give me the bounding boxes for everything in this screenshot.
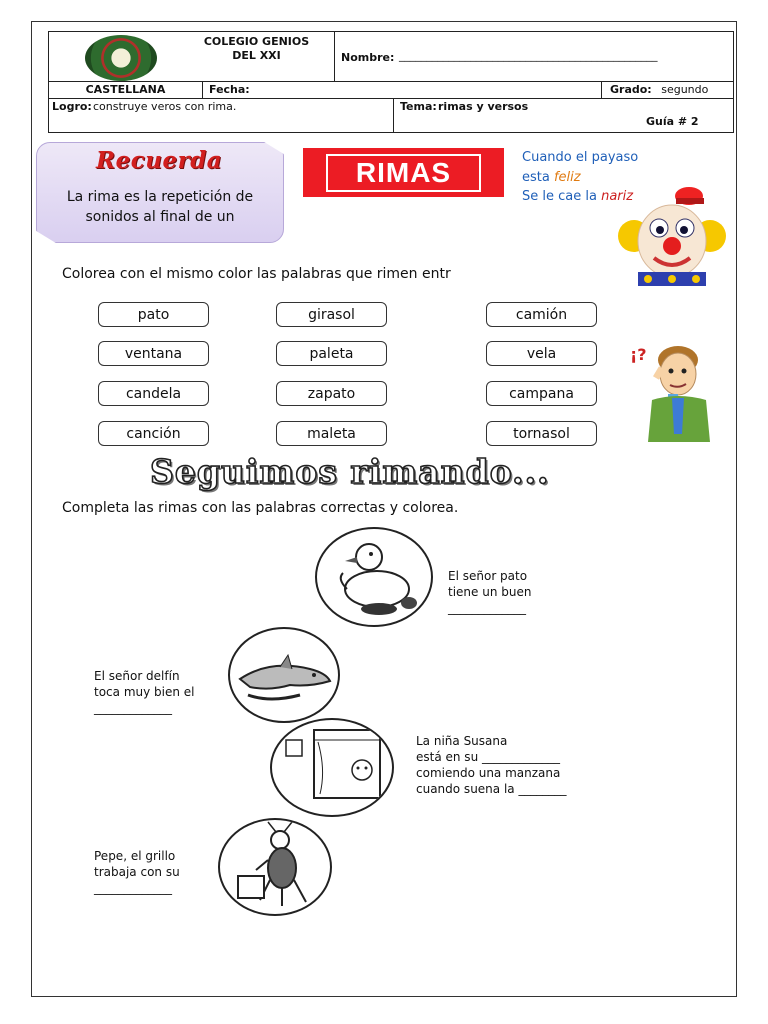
rhyme-3: La niña Susana está en su _____________ comiendo una manzana cuando suena la ________ <box>416 734 567 796</box>
instruction-complete: Completa las rimas con las palabras correctas y colorea. <box>62 500 459 516</box>
tema-label: Tema: <box>400 100 437 113</box>
rimas-banner-text: RIMAS <box>326 154 481 192</box>
clown-icon <box>614 186 730 286</box>
cricket-icon <box>220 820 330 914</box>
word-box[interactable]: ventana <box>98 341 209 366</box>
verse-line-2: esta feliz <box>522 170 581 185</box>
blank-line[interactable]: _____________ <box>448 601 526 615</box>
word-box[interactable]: campana <box>486 381 597 406</box>
word-box[interactable]: camión <box>486 302 597 327</box>
word-box[interactable]: maleta <box>276 421 387 446</box>
tema-cell <box>393 98 734 133</box>
tema-value: rimas y versos <box>438 100 529 113</box>
subject-cell <box>48 81 203 99</box>
word-box[interactable]: girasol <box>276 302 387 327</box>
word-box[interactable]: tornasol <box>486 421 597 446</box>
dolphin-icon <box>230 629 338 721</box>
instruction-color: Colorea con el mismo color las palabras que rimen entr <box>62 266 451 282</box>
girl-window-icon <box>272 720 392 815</box>
fecha-label: Fecha: <box>209 83 250 96</box>
window-circle <box>270 718 394 817</box>
word-box[interactable]: canción <box>98 421 209 446</box>
thinking-boy-icon <box>628 338 722 444</box>
subject-label: CASTELLANA <box>85 83 166 96</box>
blank-line[interactable]: _____________ <box>94 701 172 715</box>
rhyme-4: Pepe, el grillo trabaja con su _____________ <box>94 849 180 895</box>
grade-cell <box>601 81 734 99</box>
guia-label: Guía # 2 <box>646 115 699 128</box>
logro-label: Logro: <box>52 100 92 113</box>
svg-text:¡?: ¡? <box>630 345 647 364</box>
rhyme-1: El señor pato tiene un buen _____________ <box>448 569 532 615</box>
rimas-banner <box>303 148 504 197</box>
verse-line-3: Se le cae la nariz <box>522 189 634 204</box>
verse-line-1: Cuando el payaso <box>522 150 639 165</box>
word-box[interactable]: zapato <box>276 381 387 406</box>
grado-label: Grado: <box>610 83 652 96</box>
recuerda-title: Recuerda <box>96 147 223 174</box>
word-box[interactable]: paleta <box>276 341 387 366</box>
rhyme-2: El señor delfín toca muy bien el _____________ <box>94 669 195 715</box>
blank-line[interactable]: _____________ <box>94 881 172 895</box>
logro-value: construye veros con rima. <box>93 100 237 113</box>
nombre-label: Nombre: <box>341 51 395 64</box>
school-cell <box>48 31 335 82</box>
header-table <box>48 31 734 133</box>
school-logo <box>85 35 157 81</box>
grillo-circle <box>218 818 332 916</box>
dolphin-circle <box>228 627 340 723</box>
duck-icon <box>317 529 431 625</box>
word-box[interactable]: pato <box>98 302 209 327</box>
word-box[interactable]: vela <box>486 341 597 366</box>
duck-circle <box>315 527 433 627</box>
grado-value: segundo <box>661 83 709 96</box>
date-cell[interactable] <box>202 81 602 99</box>
nombre-line: _______________________________________________ <box>399 49 658 62</box>
word-box[interactable]: candela <box>98 381 209 406</box>
school-name: COLEGIO GENIOS DEL XXI <box>203 35 310 62</box>
name-cell[interactable] <box>334 31 734 82</box>
logro-cell <box>48 98 394 133</box>
recuerda-text: La rima es la repetición de sonidos al final de un <box>66 189 254 225</box>
section-title: Seguimos rimando... <box>150 452 550 491</box>
